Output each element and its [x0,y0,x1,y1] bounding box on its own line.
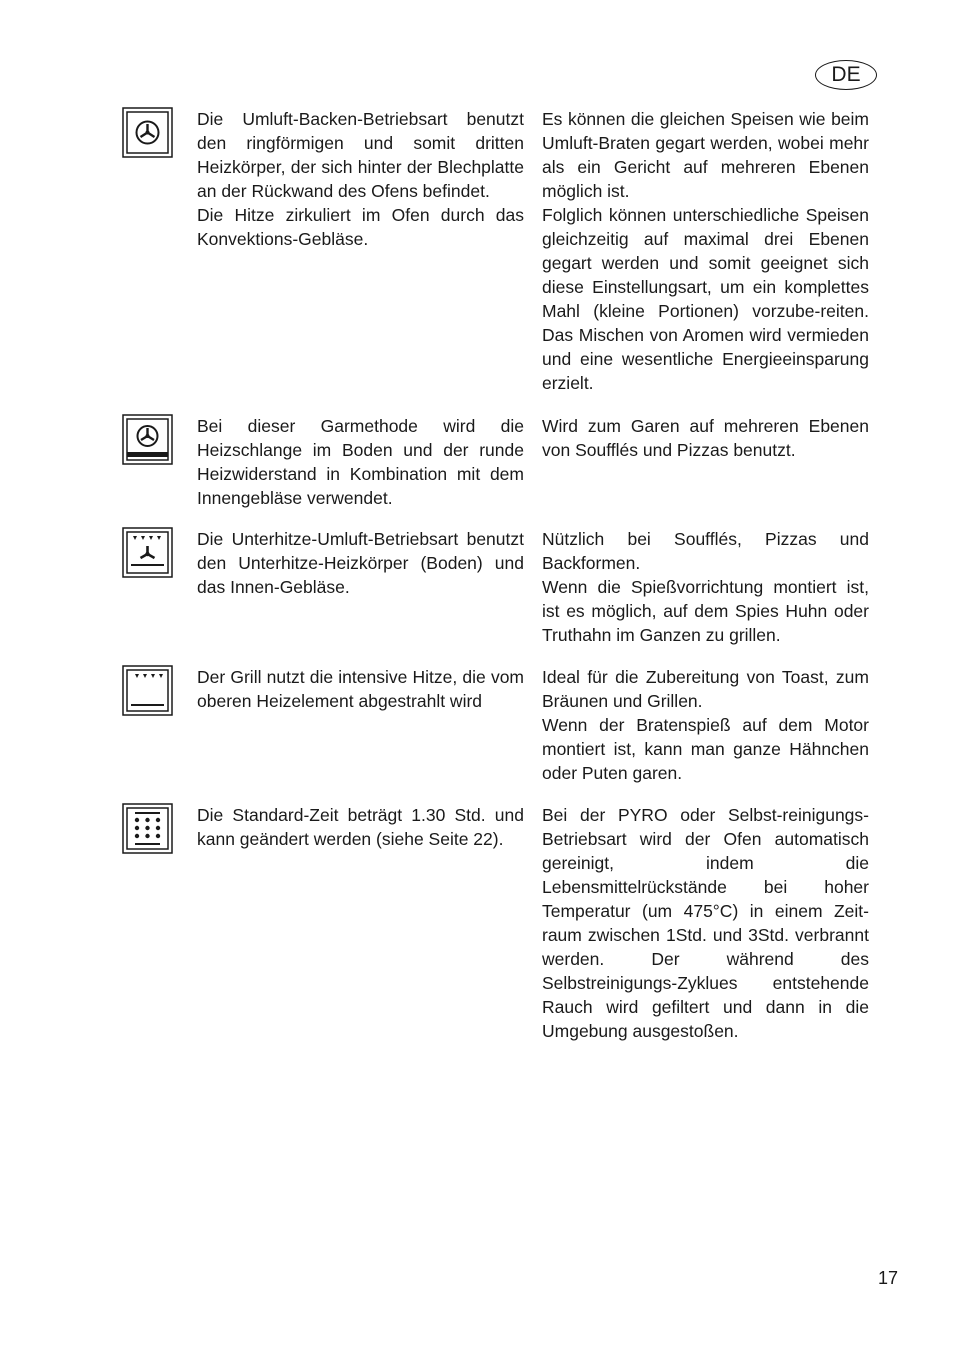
paragraph: Die Hitze zirkuliert im Ofen durch das Konvektions-Gebläse. [197,205,524,249]
paragraph: Der Grill nutzt die intensive Hitze, die vom oberen Heizelement abgestrahlt wird [197,667,524,711]
paragraph: Bei dieser Garmethode wird die Heizschlange im Boden und der runde Heizwiderstand in Kombination mit dem Innengebläse verwendet. [197,416,524,508]
section-description [197,107,524,251]
paragraph: Die Umluft-Backen-Betriebsart benutzt den ringförmigen und somit dritten Heizkörper, der sich hinter der Blechplatte an der Rückwand des Ofens befindet. [197,109,524,201]
section-description [197,527,524,599]
paragraph: Die Standard-Zeit beträgt 1.30 Std. und kann geändert werden (siehe Seite 22). [197,805,524,849]
fan-bottom-heat-icon [122,414,173,465]
paragraph: Bei der PYRO oder Selbst-reinigungs-Betriebsart wird der Ofen automatisch gereinigt, indem die Lebensmittelrückstände bei hoher Temperatur (um 475°C) in einem Zeit-raum zwischen 1Std. und 3Std. verbrannt werden. Der während des Selbstreinigungs-Zyklues entstehende Rauch wird gefiltert und dann in die Umgebung ausgestoßen. [542,805,869,1041]
section-usage [542,527,869,647]
convection-fan-ring-heater-icon [122,107,173,158]
paragraph: Wird zum Garen auf mehreren Ebenen von Soufflés und Pizzas benutzt. [542,416,869,460]
section-description [197,414,524,510]
section-usage [542,803,869,1043]
section-description [197,665,524,713]
section-usage [542,665,869,785]
paragraph: Ideal für die Zubereitung von Toast, zum Bräunen und Grillen. [542,667,869,711]
paragraph: Wenn der Bratenspieß auf dem Motor montiert ist, kann man ganze Hähnchen oder Puten garen. [542,715,869,783]
paragraph: Folglich können unterschiedliche Speisen gleichzeitig auf maximal drei Ebenen gegart werden und somit geeignet sich diese Einstellungsart, um ein komplettes Mahl (kleine Portionen) vorzube-reiten. Das Mischen von Aromen wird vermieden und eine wesentliche Energieeinsparung erzielt. [542,205,869,393]
paragraph: Die Unterhitze-Umluft-Betriebsart benutzt den Unterhitze-Heizkörper (Boden) und das Innen-Gebläse. [197,529,524,597]
section-description [197,803,524,851]
section-usage [542,107,869,395]
paragraph: Nützlich bei Soufflés, Pizzas und Backformen. [542,529,869,573]
paragraph: Es können die gleichen Speisen wie beim Umluft-Braten gegart werden, wobei mehr als ein Gericht auf mehreren Ebenen möglich ist. [542,109,869,201]
paragraph: Wenn die Spießvorrichtung montiert ist, ist es möglich, auf dem Spies Huhn oder Truthahn im Ganzen zu grillen. [542,577,869,645]
language-badge: DE [815,60,877,90]
pyrolysis-self-cleaning-icon [122,803,173,854]
section-usage [542,414,869,462]
page-number: 17 [878,1268,899,1288]
bottom-heat-fan-icon [122,527,173,578]
grill-icon [122,665,173,716]
